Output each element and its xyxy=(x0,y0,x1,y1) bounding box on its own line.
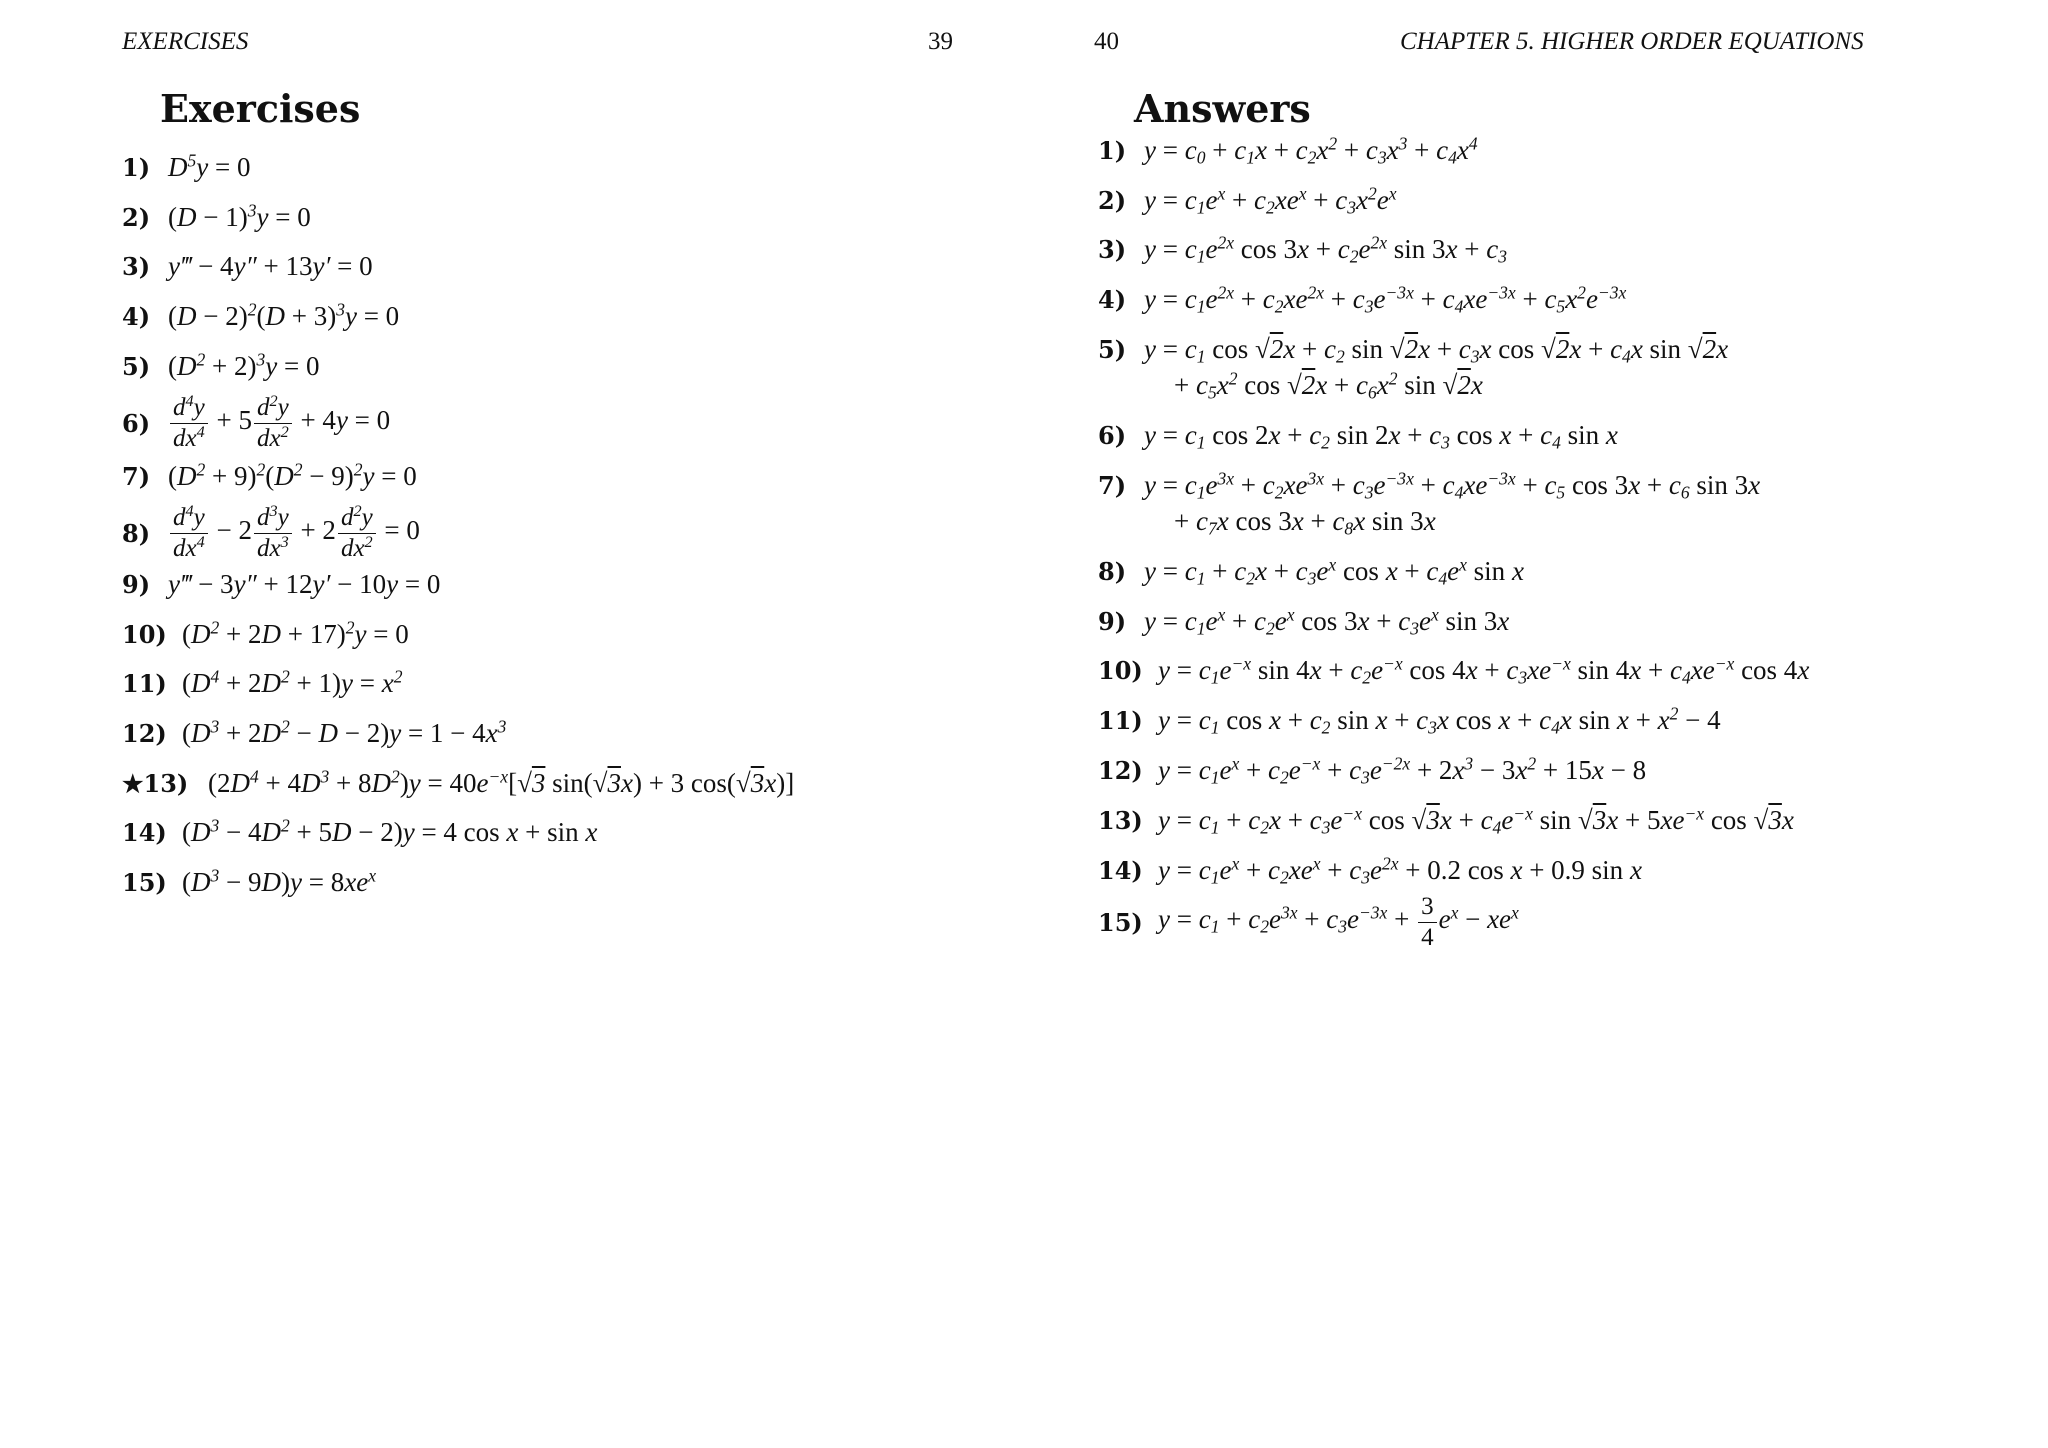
exercise-number: 2) xyxy=(122,203,151,232)
answer-equation: $y = c_1 + c_2e^{3x} + c_3e^{-3x}$ + $\frac{3}{4}$ $e^x - xe^x$ xyxy=(1158,893,1519,951)
page-number-left: 39 xyxy=(928,28,953,55)
exercise-7 xyxy=(122,461,417,492)
answer-equation: $y = c_1e^x + c_2xe^x + c_3e^{2x} + 0.2$ cos x + 0.9 sin x xyxy=(1158,853,1642,888)
answer-number: 4) xyxy=(1098,285,1127,314)
exercise-3 xyxy=(122,251,373,282)
answer-9 xyxy=(1098,606,1509,637)
answer-number: 10) xyxy=(1098,656,1143,685)
answer-11 xyxy=(1098,705,1721,736)
answer-equation: $y = c_1e^x + c_2e^{-x} + c_3e^{-2x} + 2x^3 - 3x^2 + 15x - 8$ xyxy=(1158,753,1647,788)
answer-number: 2) xyxy=(1098,186,1127,215)
exercise-number: ★13) xyxy=(122,769,189,798)
answer-equation: $y = c_1e^{-x}$ $\sin 4x + c_2e^{-x}$ $\cos 4x + c_3xe^{-x}$ $\sin 4x + c_4xe^{-x}$ cos 4x xyxy=(1158,653,1810,688)
exercise-number: 15) xyxy=(122,868,167,897)
answer-number: 8) xyxy=(1098,557,1127,586)
answer-equation: $y = c_1e^{3x} + c_2xe^{3x} + c_3e^{-3x} + c_4xe^{-3x} + c_5$ $\cos 3x + c_6$ sin 3x xyxy=(1144,468,1761,503)
exercise-equation: $(D^3 - 4D^2 + 5D - 2)y = 4$ cos x + sin x xyxy=(182,815,598,847)
answer-equation: $y = c_1 + c_2x + c_3e^{-x}$ $\cos √3x + c_4e^{-x}$ $\sin √3x + 5xe^{-x}$ cos √3x xyxy=(1158,803,1794,838)
exercise-5 xyxy=(122,351,319,382)
exercise-equation: $D^5y = 0$ xyxy=(168,150,251,182)
answer-12 xyxy=(1098,755,1646,786)
exercise-13 xyxy=(122,768,794,799)
answer-number: 7) xyxy=(1098,471,1127,500)
exercise-equation: $(2D^4 + 4D^3 + 8D^2)y = 40e^{-x}[√3$ sin(√3x) + 3 cos(√3x)] xyxy=(208,766,795,798)
answer-number: 11) xyxy=(1098,706,1143,735)
answer-5 xyxy=(1098,334,1728,365)
answer-7-continued xyxy=(1174,506,1436,537)
answer-equation: $y = c_1e^x + c_2e^x$ $\cos 3x + c_3e^x$ sin 3x xyxy=(1144,604,1510,639)
answer-equation: $y = c_1e^{2x}$ $\cos 3x + c_2e^{2x}$ $\sin 3x + c_3$ xyxy=(1144,232,1507,267)
exercise-equation: $(D - 2)^2(D + 3)^3y = 0$ xyxy=(168,299,400,331)
exercise-number: 1) xyxy=(122,153,151,182)
answer-15 xyxy=(1098,893,1519,951)
answer-number: 1) xyxy=(1098,136,1127,165)
exercise-number: 14) xyxy=(122,818,167,847)
answer-number: 9) xyxy=(1098,607,1127,636)
answer-equation: + $c_7x$ $\cos 3x + c_8x$ sin 3x xyxy=(1174,506,1436,539)
answer-equation: $y = c_1 + c_2x + c_3e^x$ $\cos x + c_4e^x$ sin x xyxy=(1144,554,1524,589)
answer-6 xyxy=(1098,420,1618,451)
answer-equation: $y = c_1$ $\cos x + c_2$ $\sin x + c_3x$ $\cos x + c_4x$ $\sin x + x^2 - 4$ xyxy=(1158,703,1721,738)
answer-equation: $y = c_1$ $\cos √2x + c_2$ $\sin √2x + c_3x$ $\cos √2x + c_4x$ sin √2x xyxy=(1144,334,1729,367)
exercise-4 xyxy=(122,301,399,332)
answer-2 xyxy=(1098,185,1396,216)
exercise-equation: $(D - 1)^3y = 0$ xyxy=(168,200,311,232)
exercise-number: 12) xyxy=(122,719,167,748)
exercise-number: 4) xyxy=(122,302,151,331)
answers-title: Answers xyxy=(1134,86,1311,131)
right-page xyxy=(1024,0,2048,1448)
running-head-right: CHAPTER 5. HIGHER ORDER EQUATIONS xyxy=(1400,28,1864,55)
exercise-equation: $\frac{d^4y}{dx^4}$ + 5 $\frac{d^2y}{dx^2}$ + 4y = 0 xyxy=(168,394,390,452)
exercise-number: 9) xyxy=(122,570,151,599)
exercise-number: 5) xyxy=(122,352,151,381)
answer-10 xyxy=(1098,655,1809,686)
answer-number: 5) xyxy=(1098,335,1127,364)
answer-7 xyxy=(1098,470,1760,501)
exercise-number: 10) xyxy=(122,620,167,649)
exercise-equation: $(D^3 + 2D^2 - D - 2)y = 1 - 4x^3$ xyxy=(182,716,507,748)
exercise-equation: $(D^2 + 2)^3y = 0$ xyxy=(168,349,320,381)
exercise-equation: $(D^2 + 9)^2(D^2 - 9)^2y = 0$ xyxy=(168,459,417,491)
exercise-equation: $(D^2 + 2D + 17)^2y = 0$ xyxy=(182,617,409,649)
exercise-number: 8) xyxy=(122,518,151,548)
exercise-equation: $(D^3 - 9D)y = 8xe^x$ xyxy=(182,865,376,897)
answer-equation: + $c_5x^2$ $\cos √2x + c_6x^2$ sin √2x xyxy=(1174,368,1483,403)
answer-equation: $y = c_1e^{2x} + c_2xe^{2x} + c_3e^{-3x} + c_4xe^{-3x} + c_5x^2e^{-3x}$ xyxy=(1144,282,1627,317)
answer-5-continued xyxy=(1174,370,1483,401)
exercise-6 xyxy=(122,394,390,452)
exercise-number: 11) xyxy=(122,669,167,698)
answer-equation: $y = c_0 + c_1x + c_2x^2 + c_3x^3 + c_4x^4$ xyxy=(1144,133,1478,168)
answer-number: 3) xyxy=(1098,235,1127,264)
exercise-number: 3) xyxy=(122,252,151,281)
answer-8 xyxy=(1098,556,1524,587)
answer-4 xyxy=(1098,284,1626,315)
answer-13 xyxy=(1098,805,1794,836)
exercise-equation: y‴ − 3y″ + 12y′ − 10y = 0 xyxy=(168,569,441,599)
answer-equation: $y = c_1e^x + c_2xe^x + c_3x^2e^x$ xyxy=(1144,183,1397,218)
answer-3 xyxy=(1098,234,1507,265)
page-number-right: 40 xyxy=(1094,28,1119,55)
running-head-left: EXERCISES xyxy=(122,28,249,55)
answer-number: 6) xyxy=(1098,421,1127,450)
exercise-14 xyxy=(122,817,597,848)
exercise-equation: y‴ − 4y″ + 13y′ = 0 xyxy=(168,251,373,281)
exercises-title: Exercises xyxy=(160,86,361,131)
answer-number: 15) xyxy=(1098,907,1143,937)
exercise-12 xyxy=(122,718,506,749)
exercise-equation: $(D^4 + 2D^2 + 1)y = x^2$ xyxy=(182,666,403,698)
answer-number: 14) xyxy=(1098,856,1143,885)
answer-number: 13) xyxy=(1098,806,1143,835)
answer-equation: $y = c_1$ $\cos 2x + c_2$ $\sin 2x + c_3$ $\cos x + c_4$ sin x xyxy=(1144,420,1618,453)
exercise-10 xyxy=(122,619,409,650)
exercise-number: 6) xyxy=(122,408,151,438)
exercise-1 xyxy=(122,152,250,183)
exercise-8 xyxy=(122,504,420,562)
exercise-equation: $\frac{d^4y}{dx^4}$ − 2 $\frac{d^3y}{dx^3}$ + 2 $\frac{d^2y}{dx^2}$ = 0 xyxy=(168,504,420,562)
exercise-2 xyxy=(122,202,311,233)
answer-number: 12) xyxy=(1098,756,1143,785)
exercise-11 xyxy=(122,668,402,699)
exercise-9 xyxy=(122,569,440,600)
answer-1 xyxy=(1098,135,1478,166)
exercise-15 xyxy=(122,867,376,898)
answer-14 xyxy=(1098,855,1642,886)
exercise-number: 7) xyxy=(122,462,151,491)
